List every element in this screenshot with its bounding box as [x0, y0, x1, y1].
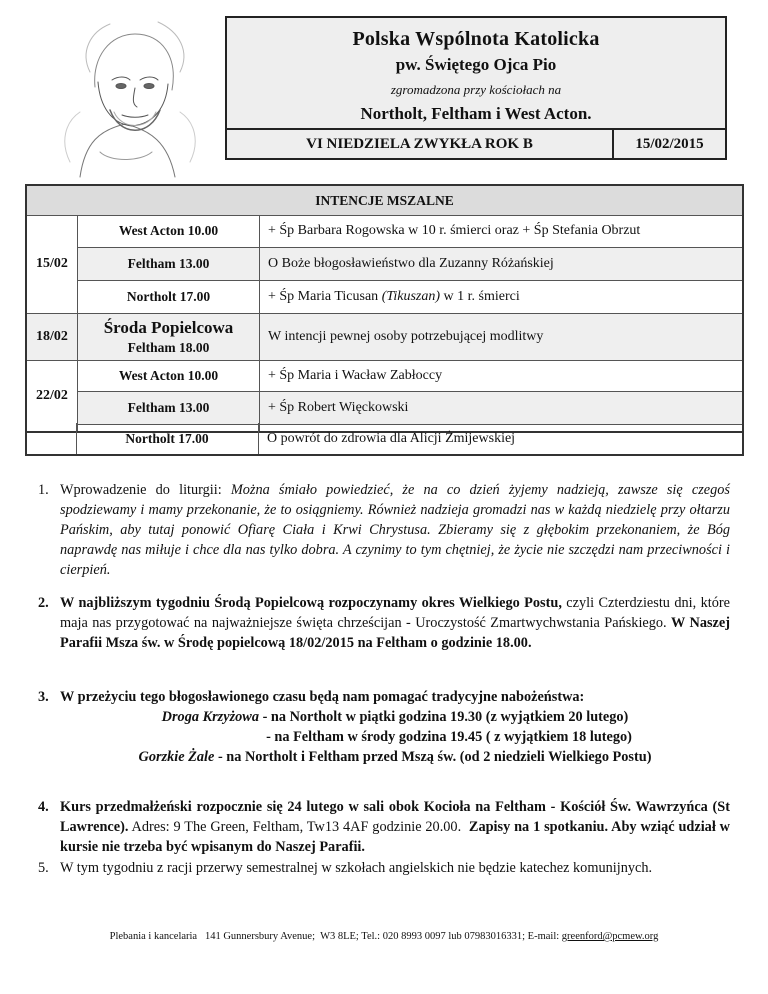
marriage-course-address: Adres: 9 The Green, Feltham, Tw13 4AF godzinie 20.00.: [128, 819, 469, 835]
intention-cell: W intencji pewnej osoby potrzebującej modlitwy: [260, 314, 742, 361]
place-cell: West Acton 10.00: [78, 215, 260, 248]
place-cell: Feltham 13.00: [78, 248, 260, 281]
date-cell: 22/02: [27, 361, 78, 431]
table-border: [25, 454, 744, 456]
devotion-schedule: - na Northolt w piątki godzina 19.30 (z wyjątkiem 20 lutego): [259, 709, 629, 725]
lent-start-text: W najbliższym tygodniu Środą Popielcową rozpoczynamy okres Wielkiego Postu,: [60, 595, 562, 611]
intention-cell: [260, 281, 742, 314]
header-title-block: [227, 18, 725, 130]
item-number: 3.: [38, 689, 49, 705]
intention-text: + Śp Maria Ticusan: [268, 289, 382, 304]
patron-name: pw. Świętego Ojca Pio: [395, 55, 557, 74]
item-number: 5.: [38, 860, 49, 876]
devotion-name: Droga Krzyżowa: [161, 709, 259, 725]
devotion-name: Gorzkie Żale: [138, 749, 215, 765]
mass-intentions-table: [25, 184, 744, 433]
marriage-course-title: Kurs przedmałżeński rozpocznie się 24 lutego w sali obok Kocioła na Feltham - Kościół Św. Wawrzyńca (St Lawrence).: [60, 799, 730, 835]
bitter-lamentations-line: [60, 747, 730, 767]
intention-cell: + Śp Robert Więckowski: [260, 392, 742, 425]
place-cell: [78, 314, 260, 361]
stations-feltham-line: - na Feltham w środy godzina 19.45 ( z wyjątkiem 18 lutego): [266, 729, 632, 745]
place-cell: Northolt 17.00: [76, 423, 259, 454]
header-box: [225, 16, 727, 160]
gathered-caption: zgromadzona przy kościołach na: [390, 82, 562, 97]
padre-pio-portrait: [40, 12, 215, 187]
intention-cell: + Śp Barbara Rogowska w 10 r. śmierci oraz + Śp Stefania Obrzut: [260, 215, 742, 248]
place-time: Feltham 18.00: [127, 340, 210, 355]
announcement-5: [38, 858, 730, 878]
liturgy-intro-text: Można śmiało powiedzieć, że na co dzień żyjemy nadzieją, zawsze się czegoś spodziewamy i mamy przekonanie, że to osiągniemy. Również nadzieja gromadzi nas w każdą niedzielę przy ołtarzu Pańskim, aby tutaj ponowić Ofiarę Ciała i Krwi Chrystusa. Zbieramy się z głębokim przekonaniem, że Bóg naprawdę nas miłuje i chce dla nas tylko dobra. A czynimy to tym chętniej, że życie nie szczędzi nam przeciwności i cierpień.: [60, 482, 730, 578]
footer-contact: [0, 931, 768, 942]
header-info-row: [227, 130, 725, 158]
intention-cell: O Boże błogosławieństwo dla Zuzanny Różańskiej: [260, 248, 742, 281]
date-cell: 18/02: [27, 314, 78, 361]
table-border: [25, 423, 27, 456]
announcement-3: [38, 687, 730, 767]
intention-cell: + Śp Maria i Wacław Zabłoccy: [260, 361, 742, 392]
date-cell: 15/02: [27, 215, 78, 314]
org-name: Polska Wspólnota Katolicka: [352, 28, 600, 50]
announcement-1: [38, 480, 730, 580]
stations-of-cross-line: [60, 707, 730, 727]
intention-text: w 1 r. śmierci: [440, 289, 520, 304]
announcement-4: [38, 797, 730, 857]
catechesis-notice: W tym tygodniu z racji przerwy semestralnej w szkołach angielskich nie będzie katechez komunijnych.: [60, 860, 653, 876]
item-number: 4.: [38, 799, 49, 815]
footer-email-link[interactable]: greenford@pcmew.org: [561, 931, 659, 942]
devotions-intro: W przeżyciu tego błogosławionego czasu będą nam pomagać tradycyjne nabożeństwa:: [60, 689, 585, 705]
place-cell: Feltham 13.00: [78, 392, 260, 425]
table-title: INTENCJE MSZALNE: [27, 186, 742, 216]
announcement-2: [38, 593, 734, 653]
place-cell: West Acton 10.00: [78, 361, 260, 392]
bulletin-date: 15/02/2015: [635, 135, 704, 152]
devotion-schedule: - na Northolt i Feltham przed Mszą św. (od 2 niedzieli Wielkiego Postu): [214, 749, 652, 765]
intention-text-italic: (Tikuszan): [381, 289, 441, 304]
ash-wednesday-label: Środa Popielcowa: [103, 318, 234, 337]
marriage-course-enrollment: Zapisy na 1 spotkaniu. Aby wziąć udział w kursie nie trzeba być wpisanym do Naszej Parafii.: [60, 819, 731, 855]
liturgical-sunday: VI NIEDZIELA ZWYKŁA ROK B: [227, 130, 614, 158]
table-border: [76, 423, 77, 456]
table-border: [742, 423, 744, 456]
ash-wednesday-mass: W Naszej Parafii Msza św. w Środę popielcową 18/02/2015 na Feltham o godzinie 18.00.: [60, 615, 730, 651]
intention-cell: O powrót do zdrowia dla Alicji Żmijewskiej: [267, 430, 516, 446]
item-number: 1.: [38, 482, 49, 498]
footer-address: Plebania i kancelaria 141 Gunnersbury Avenue; W3 8LE; Tel.: 020 8993 0097 lub 07983016331; E-mail:: [109, 931, 562, 942]
lent-description: czyli Czterdziestu dni, które maja nas przygotować na najważniejsze święta chrześcijan - Uroczystość Zmartwychwstania Pańskiego.: [60, 595, 734, 631]
places: Northolt, Feltham i West Acton.: [360, 104, 592, 123]
liturgy-intro-label: Wprowadzenie do liturgii:: [60, 482, 231, 498]
place-cell: Northolt 17.00: [78, 281, 260, 314]
item-number: 2.: [38, 595, 49, 611]
